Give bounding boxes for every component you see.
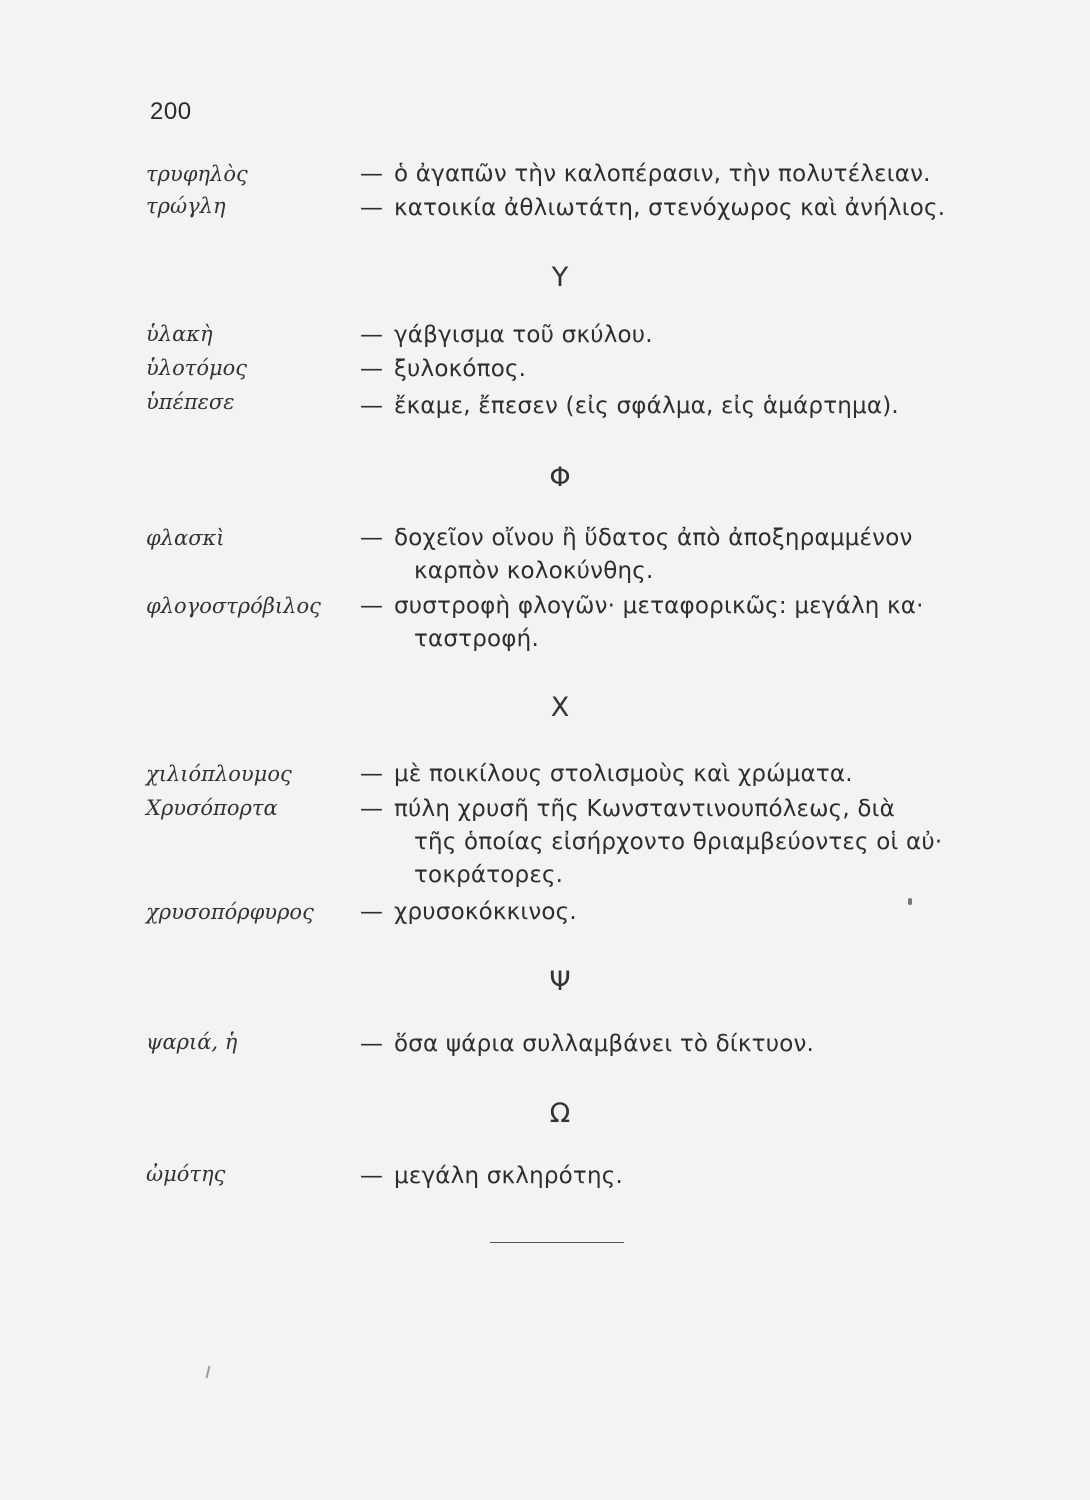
definition-psaria [360, 1028, 1000, 1061]
definition-chrysoporfyros [360, 896, 1000, 929]
end-rule [490, 1242, 624, 1243]
definition-text: ξυλοκόπος. [394, 356, 527, 382]
page-number: 200 [150, 98, 192, 125]
definition-flogostrovilos [360, 590, 1000, 656]
definition-text: κατοικία ἀθλιωτάτη, στενόχωρος καὶ ἀνήλιος. [394, 195, 946, 221]
term-ylotomos: ὑλοτόμος [146, 356, 248, 380]
em-dash: — [360, 393, 384, 419]
definition-continuation: ταστροφή. [414, 626, 539, 652]
definition-chilioploumos [360, 758, 1000, 791]
definition-continuation: τῆς ὁποίας εἰσήρχοντο θριαμβεύοντες οἱ αὐ· [414, 829, 943, 855]
em-dash: — [360, 796, 384, 822]
term-tryfilos: τρυφηλὸς [146, 162, 248, 186]
term-psaria: ψαριά, ἡ [146, 1030, 238, 1054]
definition-text: γάβγισμα τοῦ σκύλου. [394, 322, 653, 348]
definition-ylaki [360, 319, 1000, 352]
term-ylaki: ὑλακὴ [146, 322, 213, 346]
term-chilioploumos: χιλιόπλουμος [146, 762, 292, 786]
term-chrysoporfyros: χρυσοπόρφυρος [146, 900, 314, 924]
em-dash: — [360, 161, 384, 187]
definition-continuation: καρπὸν κολοκύνθης. [414, 558, 654, 584]
definition-text: μὲ ποικίλους στολισμοὺς καὶ χρώματα. [394, 761, 853, 787]
em-dash: — [360, 525, 384, 551]
em-dash: — [360, 1163, 384, 1189]
definition-trogli [360, 192, 1000, 225]
em-dash: — [360, 761, 384, 787]
term-chrysoporta: Χρυσόπορτα [146, 796, 278, 820]
definition-continuation: τοκράτορες. [414, 862, 564, 888]
section-letter-psi: Ψ [549, 966, 571, 997]
print-speck [908, 898, 912, 905]
definition-tryfilos [360, 158, 1000, 191]
em-dash: — [360, 322, 384, 348]
term-trogli: τρώγλη [146, 194, 226, 218]
term-omotis: ὠμότης [146, 1162, 226, 1186]
em-dash: — [360, 899, 384, 925]
term-flaski: φλασκὶ [146, 526, 225, 550]
definition-text: πύλη χρυσῆ τῆς Κωνσταντινουπόλεως, διὰ [394, 796, 895, 822]
print-mark [206, 1366, 211, 1378]
term-ypepese: ὑπέπεσε [146, 390, 235, 414]
definition-flaski [360, 522, 1000, 588]
definition-chrysoporta [360, 793, 1000, 892]
definition-text: ἔκαμε, ἔπεσεν (εἰς σφάλμα, εἰς ἁμάρτημα). [394, 393, 899, 419]
definition-omotis [360, 1160, 1000, 1193]
section-letter-upsilon: Υ [551, 262, 569, 293]
section-letter-chi: Χ [550, 692, 570, 723]
section-letter-phi: Φ [549, 462, 571, 493]
definition-ypepese [360, 390, 1000, 423]
section-letter-omega: Ω [549, 1098, 571, 1129]
em-dash: — [360, 593, 384, 619]
definition-text: δοχεῖον οἴνου ἢ ὕδατος ἀπὸ ἀποξηραμμένον [394, 525, 913, 551]
definition-text: μεγάλη σκληρότης. [394, 1163, 623, 1189]
definition-text: χρυσοκόκκινος. [394, 899, 577, 925]
definition-text: συστροφὴ φλογῶν· μεταφορικῶς: μεγάλη κα· [394, 593, 924, 619]
em-dash: — [360, 195, 384, 221]
definition-ylotomos [360, 353, 1000, 386]
em-dash: — [360, 1031, 384, 1057]
em-dash: — [360, 356, 384, 382]
definition-text: ὅσα ψάρια συλλαμβάνει τὸ δίκτυον. [394, 1031, 815, 1057]
term-flogostrovilos: φλογοστρόβιλος [146, 594, 321, 618]
definition-text: ὁ ἀγαπῶν τὴν καλοπέρασιν, τὴν πολυτέλειαν. [394, 161, 931, 187]
